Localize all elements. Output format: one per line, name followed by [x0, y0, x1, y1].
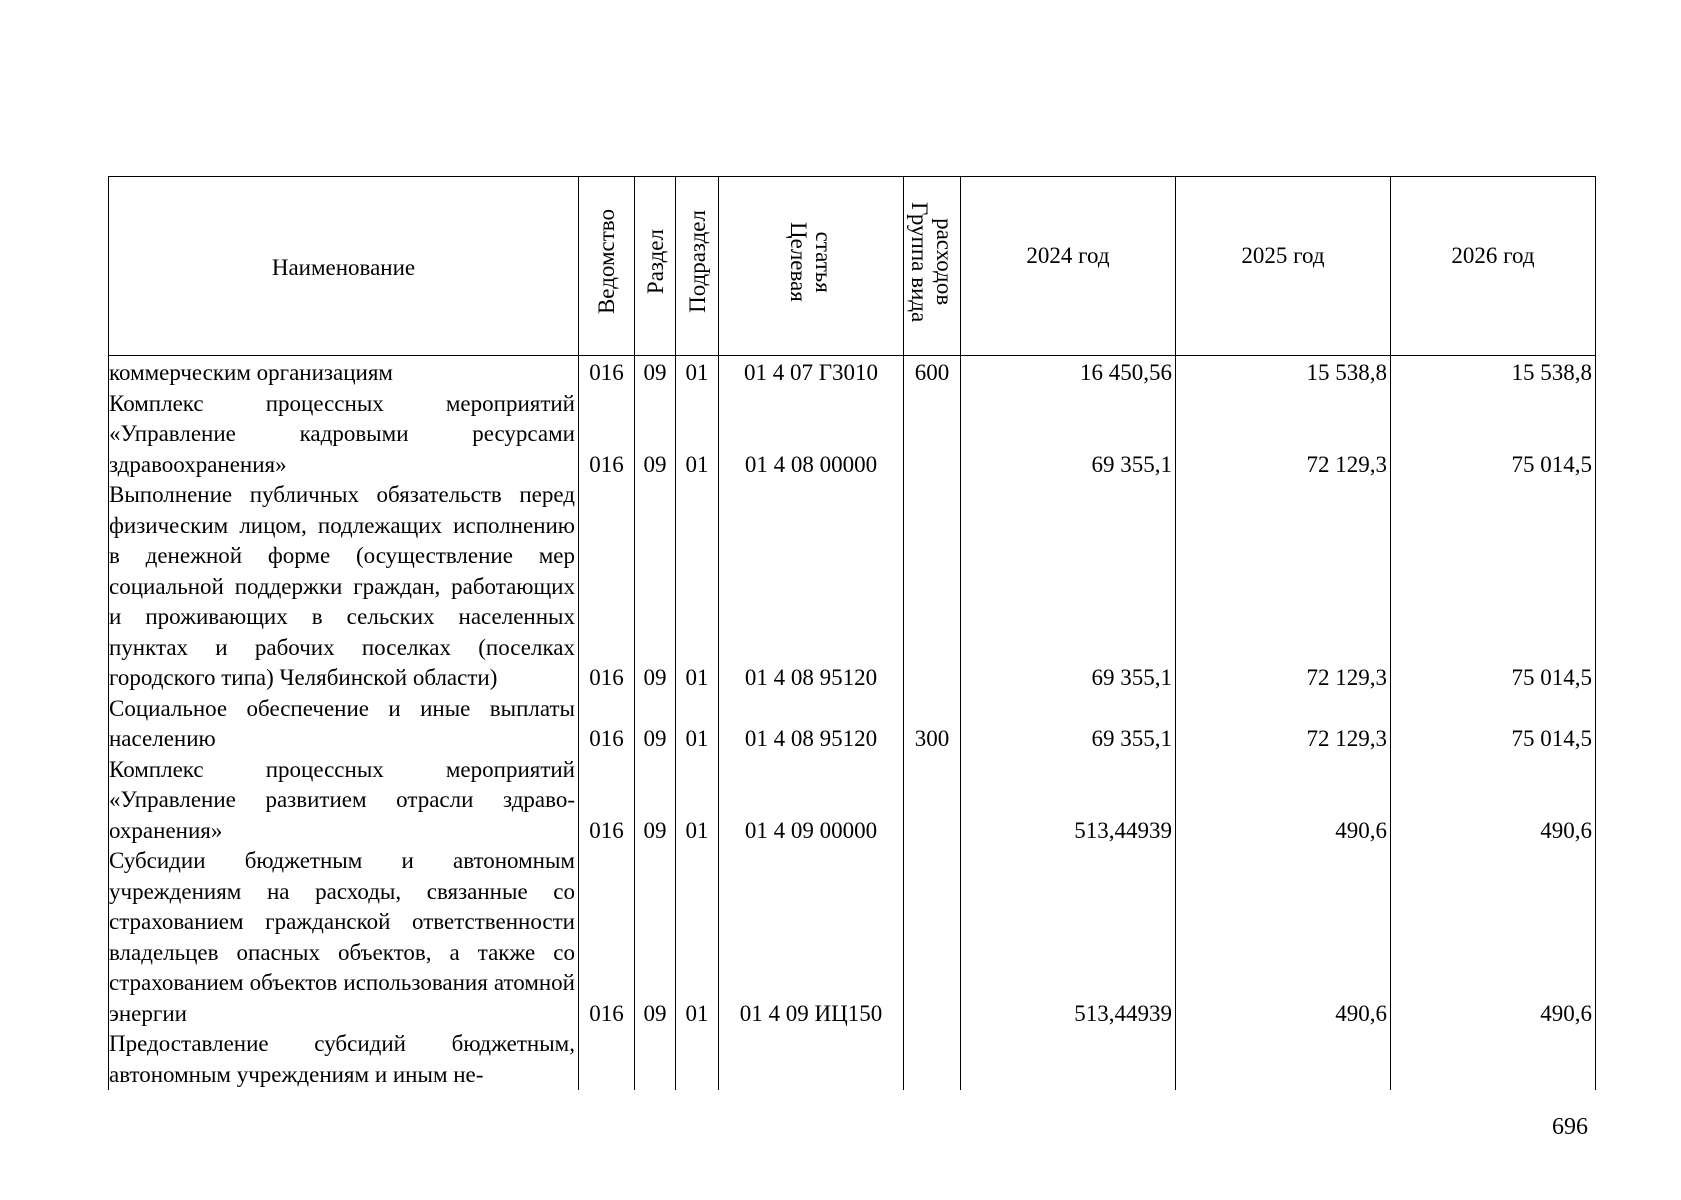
cell-2024: 69 355,1	[961, 480, 1176, 694]
cell-name: Комплекс процессных мероприятий «Управление развитием отрасли здравоохранения»	[109, 755, 579, 847]
cell-2024	[961, 1029, 1176, 1090]
cell-vedomstvo	[579, 1029, 635, 1090]
cell-razdel: 09	[635, 389, 676, 481]
cell-podrazdel: 01	[676, 755, 719, 847]
cell-2024: 513,44939	[961, 755, 1176, 847]
cell-name: Выполнение публичных обязательств перед физическим лицом, подлежащих исполнению в денежной форме (осуществление мер социальной поддержки граждан, работающих и проживающих в сельских населенных пунктах и рабочих поселках (поселках городского типа) Челябинской области)	[109, 480, 579, 694]
table-row	[109, 356, 1596, 389]
cell-gruppa	[904, 755, 961, 847]
header-gruppa-vida-rashodov: Группа вида расходов	[904, 177, 961, 356]
cell-celevaya-statya: 01 4 09 ИЦ150	[719, 846, 904, 1029]
cell-razdel: 09	[635, 356, 676, 389]
cell-2024: 513,44939	[961, 846, 1176, 1029]
cell-2026: 75 014,5	[1391, 694, 1596, 755]
cell-podrazdel: 01	[676, 694, 719, 755]
cell-2026: 15 538,8	[1391, 356, 1596, 389]
header-celevaya-statya: Целевая статья	[719, 177, 904, 356]
cell-2026: 490,6	[1391, 846, 1596, 1029]
budget-table	[108, 176, 1596, 1090]
cell-name: Предоставление субсидий бюджетным, автономным учреждениям и иным не-	[109, 1029, 579, 1090]
cell-2026: 75 014,5	[1391, 480, 1596, 694]
cell-2026: 490,6	[1391, 755, 1596, 847]
header-year-2026: 2026 год	[1391, 177, 1596, 356]
table-row	[109, 389, 1596, 481]
cell-2026: 75 014,5	[1391, 389, 1596, 481]
table-row	[109, 480, 1596, 694]
cell-celevaya-statya: 01 4 07 Г3010	[719, 356, 904, 389]
cell-vedomstvo: 016	[579, 694, 635, 755]
cell-2025: 72 129,3	[1176, 389, 1391, 481]
cell-podrazdel: 01	[676, 846, 719, 1029]
cell-celevaya-statya: 01 4 08 95120	[719, 480, 904, 694]
cell-2025: 72 129,3	[1176, 480, 1391, 694]
cell-name: коммерческим организациям	[109, 356, 579, 389]
cell-celevaya-statya: 01 4 09 00000	[719, 755, 904, 847]
cell-celevaya-statya	[719, 1029, 904, 1090]
header-podrazdel: Подраздел	[676, 177, 719, 356]
cell-razdel: 09	[635, 846, 676, 1029]
cell-name: Комплекс процессных мероприятий «Управление кадровыми ресурсами здравоохранения»	[109, 389, 579, 481]
header-vedomstvo: Ведомство	[579, 177, 635, 356]
cell-2025: 15 538,8	[1176, 356, 1391, 389]
cell-vedomstvo: 016	[579, 356, 635, 389]
cell-2025: 490,6	[1176, 755, 1391, 847]
cell-2026	[1391, 1029, 1596, 1090]
cell-name: Субсидии бюджетным и автономным учреждениям на расходы, связанные со страхованием гражданской ответственности владельцев опасных объектов, а также со страхованием объектов использования атомной энергии	[109, 846, 579, 1029]
cell-2024: 16 450,56	[961, 356, 1176, 389]
cell-2025	[1176, 1029, 1391, 1090]
cell-razdel: 09	[635, 480, 676, 694]
header-year-2025: 2025 год	[1176, 177, 1391, 356]
table-row	[109, 694, 1596, 755]
cell-podrazdel	[676, 1029, 719, 1090]
cell-razdel	[635, 1029, 676, 1090]
table-row	[109, 755, 1596, 847]
cell-gruppa	[904, 846, 961, 1029]
cell-vedomstvo: 016	[579, 389, 635, 481]
cell-2025: 72 129,3	[1176, 694, 1391, 755]
cell-gruppa	[904, 480, 961, 694]
cell-name: Социальное обеспечение и иные выплаты населению	[109, 694, 579, 755]
cell-gruppa: 600	[904, 356, 961, 389]
cell-gruppa	[904, 1029, 961, 1090]
cell-podrazdel: 01	[676, 356, 719, 389]
cell-vedomstvo: 016	[579, 755, 635, 847]
header-name: Наименование	[109, 177, 579, 356]
cell-podrazdel: 01	[676, 480, 719, 694]
header-razdel: Раздел	[635, 177, 676, 356]
table-row	[109, 1029, 1596, 1090]
cell-celevaya-statya: 01 4 08 00000	[719, 389, 904, 481]
page-number: 696	[1552, 1114, 1588, 1140]
cell-gruppa: 300	[904, 694, 961, 755]
cell-vedomstvo: 016	[579, 480, 635, 694]
cell-razdel: 09	[635, 694, 676, 755]
cell-2024: 69 355,1	[961, 694, 1176, 755]
table-row	[109, 846, 1596, 1029]
cell-gruppa	[904, 389, 961, 481]
table-body	[109, 356, 1596, 1091]
cell-vedomstvo: 016	[579, 846, 635, 1029]
cell-podrazdel: 01	[676, 389, 719, 481]
cell-celevaya-statya: 01 4 08 95120	[719, 694, 904, 755]
table-header	[109, 177, 1596, 356]
cell-razdel: 09	[635, 755, 676, 847]
cell-2025: 490,6	[1176, 846, 1391, 1029]
cell-2024: 69 355,1	[961, 389, 1176, 481]
header-year-2024: 2024 год	[961, 177, 1176, 356]
